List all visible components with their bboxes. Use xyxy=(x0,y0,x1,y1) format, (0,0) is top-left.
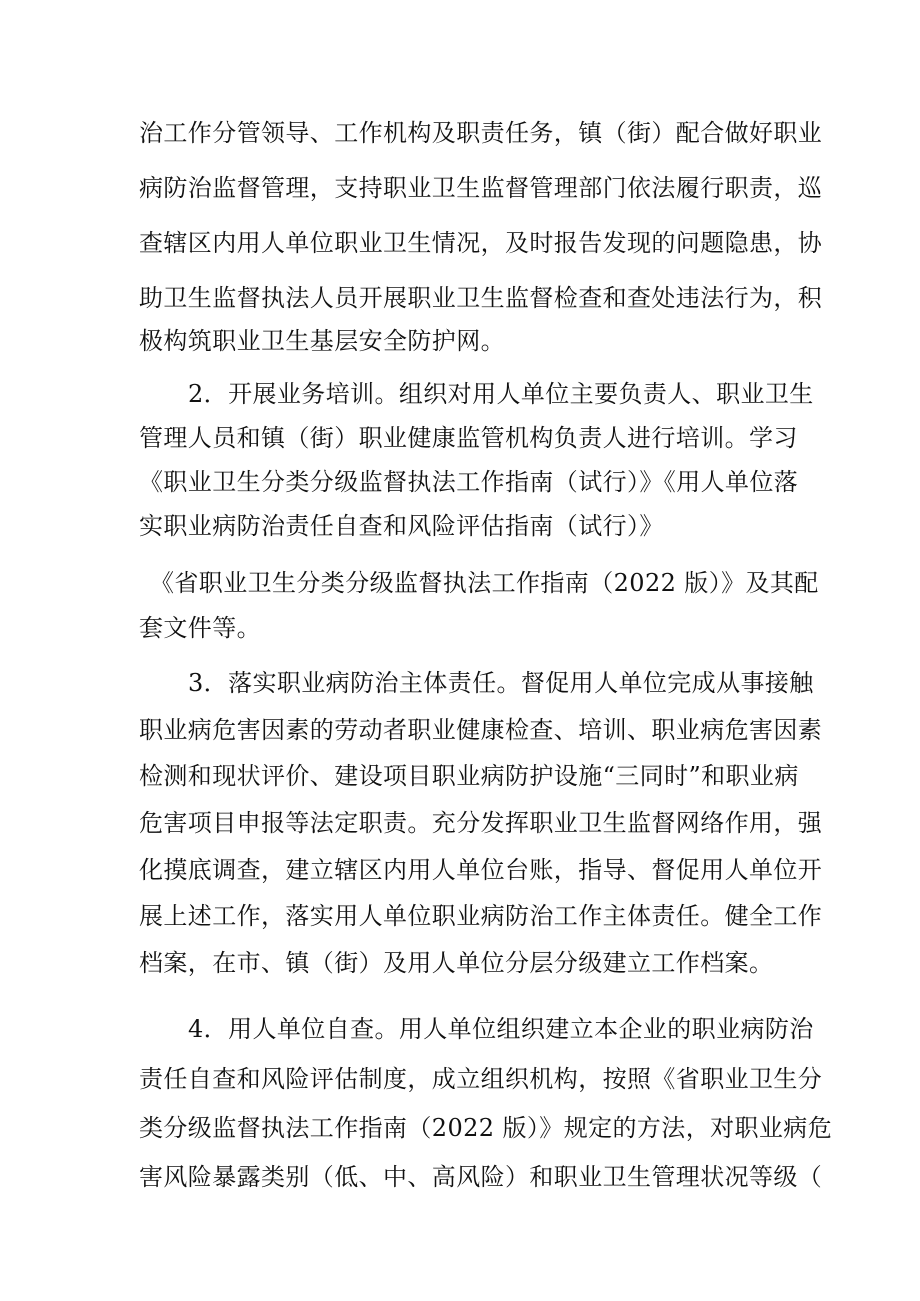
text-line: 害风险暴露类别（低、中、高风险）和职业卫生管理状况等级（ xyxy=(139,1163,823,1191)
text-line: 责任自查和风险评估制度，成立组织机构，按照《省职业卫生分 xyxy=(139,1065,823,1093)
text-line: 极构筑职业卫生基层安全防护网。 xyxy=(139,327,505,355)
text-line: 职业病危害因素的劳动者职业健康检查、培训、职业病危害因素 xyxy=(139,716,823,744)
text-line: 检测和现状评价、建设项目职业病防护设施“三同时”和职业病 xyxy=(139,762,799,790)
text-line: 套文件等。 xyxy=(139,614,261,642)
text-line-item-2: 2．开展业务培训。组织对用人单位主要负责人、职业卫生 xyxy=(188,380,814,408)
text-line: 查辖区内用人单位职业卫生情况，及时报告发现的问题隐患，协 xyxy=(139,229,823,257)
text-line: 《职业卫生分类分级监督执法工作指南（试行）》《用人单位落 xyxy=(139,468,799,496)
text-line: 档案，在市、镇（街）及用人单位分层分级建立工作档案。 xyxy=(139,949,774,977)
text-line: 危害项目申报等法定职责。充分发挥职业卫生监督网络作用，强 xyxy=(139,809,823,837)
text-line: 治工作分管领导、工作机构及职责任务，镇（街）配合做好职业 xyxy=(139,119,823,147)
text-line: 管理人员和镇（街）职业健康监管机构负责人进行培训。学习 xyxy=(139,424,798,452)
text-line: 展上述工作，落实用人单位职业病防治工作主体责任。健全工作 xyxy=(139,902,823,930)
text-line: 实职业病防治责任自查和风险评估指南（试行）》 xyxy=(139,512,664,540)
text-line: 化摸底调查，建立辖区内用人单位台账，指导、督促用人单位开 xyxy=(139,856,823,884)
text-line-item-3: 3．落实职业病防治主体责任。督促用人单位完成从事接触 xyxy=(188,669,814,697)
text-line: 病防治监督管理，支持职业卫生监督管理部门依法履行职责，巡 xyxy=(139,174,823,202)
text-line: 《省职业卫生分类分级监督执法工作指南（2022 版）》及其配 xyxy=(150,569,819,597)
text-line-item-4: 4．用人单位自查。用人单位组织建立本企业的职业病防治 xyxy=(188,1015,814,1043)
text-line: 类分级监督执法工作指南（2022 版）》规定的方法，对职业病危 xyxy=(139,1114,833,1142)
text-line: 助卫生监督执法人员开展职业卫生监督检查和查处违法行为，积 xyxy=(139,284,823,312)
